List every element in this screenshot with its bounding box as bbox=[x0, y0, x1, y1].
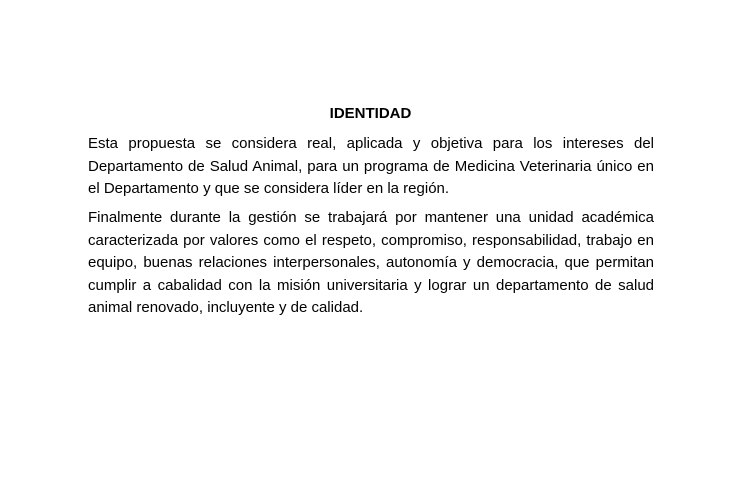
paragraph-identity-statement: Esta propuesta se considera real, aplicada y objetiva para los intereses del Departamento de Salud Animal, para un programa de Medicina Veterinaria único en el Departamento y que se considera líder en la región. bbox=[88, 135, 654, 197]
paragraph-values-statement: Finalmente durante la gestión se trabajará por mantener una unidad académica caracterizada por valores como el respeto, compromiso, responsabilidad, trabajo en equipo, buenas relaciones interpersonales, autonomía y democracia, que permitan cumplir a cabalidad con la misión universitaria y lograr un departamento de salud animal renovado, incluyente y de calidad. bbox=[88, 209, 654, 316]
section-heading: IDENTIDAD bbox=[329, 105, 412, 122]
